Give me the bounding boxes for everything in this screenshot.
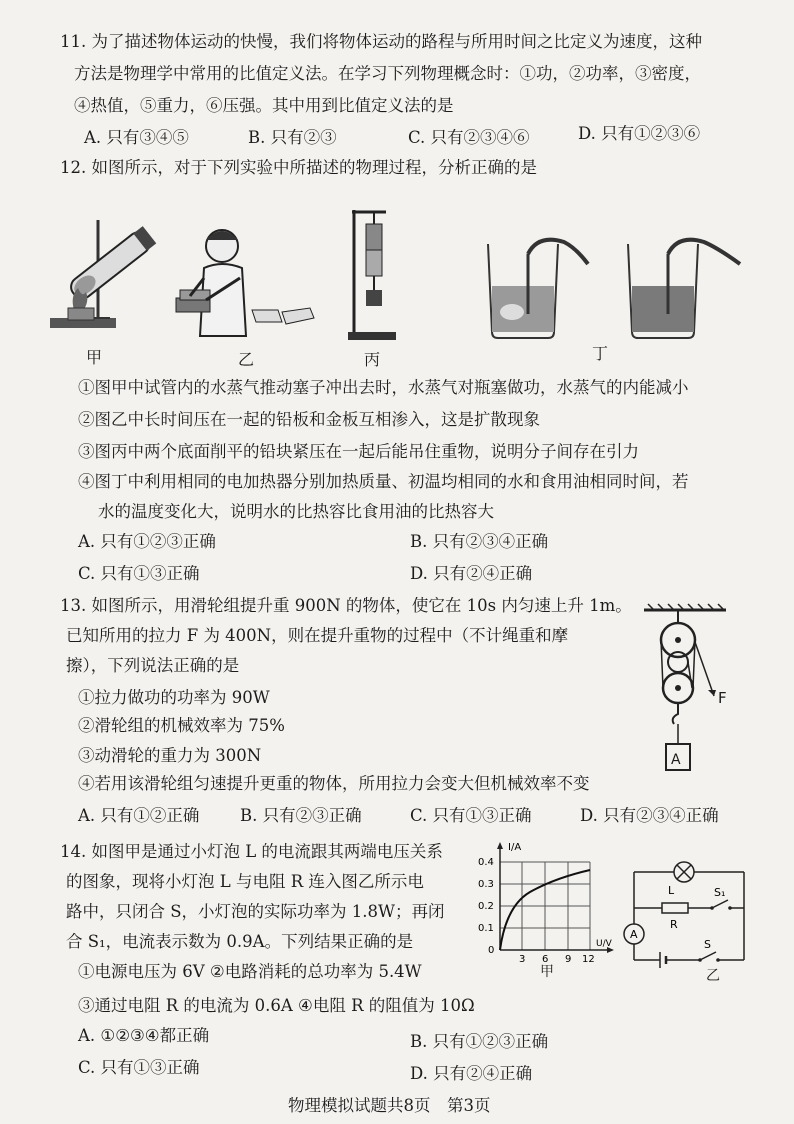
circuit-diagram	[618, 850, 758, 976]
iu-graph-xtick: 3	[519, 954, 526, 965]
circuit-ammeter-label: A	[630, 928, 638, 941]
iu-graph-caption: 甲	[540, 964, 554, 980]
q14-line-1: 14. 如图甲是通过小灯泡 L 的电流跟其两端电压关系	[60, 842, 443, 861]
q13-line-1: 13. 如图所示，用滑轮组提升重 900N 的物体，使它在 10s 内匀速上升 1m。	[60, 596, 632, 615]
q14-line-3: 路中，只闭合 S，小灯泡的实际功率为 1.8W；再闭	[66, 902, 445, 921]
q12-statement-3: ③图丙中两个底面削平的铅块紧压在一起后能吊住重物，说明分子间存在引力	[78, 442, 639, 461]
figure-ding-label: 丁	[592, 344, 609, 363]
q12-option-b[interactable]: B. 只有②③④正确	[410, 532, 549, 551]
circuit-caption: 乙	[706, 968, 720, 984]
q13-option-a[interactable]: A. 只有①②正确	[78, 806, 200, 825]
q12-stem: 12. 如图所示，对于下列实验中所描述的物理过程，分析正确的是	[60, 158, 537, 177]
iu-graph-xtick: 9	[565, 954, 572, 965]
q11-option-a[interactable]: A. 只有③④⑤	[84, 128, 189, 147]
iu-graph-xlabel: U/V	[596, 939, 612, 949]
q12-option-a[interactable]: A. 只有①②③正确	[78, 532, 216, 551]
figure-yi-label: 乙	[238, 350, 255, 369]
pulley-block-label: A	[671, 752, 681, 768]
q12-option-c[interactable]: C. 只有①③正确	[78, 564, 200, 583]
figure-jia-label: 甲	[86, 348, 103, 367]
iu-graph-ytick: 0.1	[478, 923, 494, 934]
q11-option-b[interactable]: B. 只有②③	[248, 128, 337, 147]
q14-option-c[interactable]: C. 只有①③正确	[78, 1058, 200, 1077]
iu-graph-ytick: 0	[488, 945, 495, 956]
q14-option-d[interactable]: D. 只有②④正确	[410, 1064, 533, 1083]
q13-statement-1: ①拉力做功的功率为 90W	[78, 688, 270, 707]
iu-graph-ytick: 0.2	[478, 901, 494, 912]
q14-line-4: 合 S₁，电流表示数为 0.9A。下列结果正确的是	[66, 932, 414, 951]
q12-statement-1: ①图甲中试管内的水蒸气推动塞子冲出去时，水蒸气对瓶塞做功，水蒸气的内能减小	[78, 378, 689, 397]
q13-option-d[interactable]: D. 只有②③④正确	[580, 806, 719, 825]
q13-statement-4: ④若用该滑轮组匀速提升更重的物体，所用拉力会变大但机械效率不变	[78, 774, 590, 793]
iu-graph-ytick: 0.4	[478, 857, 494, 868]
q14-line-2: 的图象，现将小灯泡 L 与电阻 R 连入图乙所示电	[66, 872, 424, 891]
figure-jia	[46, 200, 166, 340]
figure-yi	[170, 218, 320, 348]
page-footer: 物理模拟试题共8页 第3页	[288, 1096, 491, 1115]
q14-option-a[interactable]: A. ①②③④都正确	[78, 1026, 210, 1045]
q13-statement-2: ②滑轮组的机械效率为 75%	[78, 716, 285, 735]
q13-option-b[interactable]: B. 只有②③正确	[240, 806, 362, 825]
q11-option-d[interactable]: D. 只有①②③⑥	[578, 124, 701, 143]
circuit-switch1-label: S₁	[714, 886, 726, 899]
q14-option-b[interactable]: B. 只有①②③正确	[410, 1032, 549, 1051]
q11-option-c[interactable]: C. 只有②③④⑥	[408, 128, 530, 147]
q12-statement-4-cont: 水的温度变化大，说明水的比热容比食用油的比热容大	[98, 502, 494, 521]
q13-option-c[interactable]: C. 只有①③正确	[410, 806, 532, 825]
iu-graph	[470, 836, 620, 968]
iu-graph-ytick: 0.3	[478, 879, 494, 890]
circuit-lamp-label: L	[668, 884, 675, 897]
iu-graph-xtick: 6	[542, 954, 549, 965]
q14-statements-row-2: ③通过电阻 R 的电流为 0.6A ④电阻 R 的阻值为 10Ω	[78, 996, 475, 1015]
q12-option-d[interactable]: D. 只有②④正确	[410, 564, 533, 583]
q11-line-3: ④热值，⑤重力，⑥压强。其中用到比值定义法的是	[74, 96, 454, 115]
figure-bing-label: 丙	[364, 350, 381, 369]
iu-graph-ylabel: I/A	[508, 842, 522, 853]
circuit-resistor-label: R	[670, 918, 678, 931]
figure-ding	[478, 224, 748, 344]
circuit-switch-label: S	[704, 938, 711, 951]
q11-line-2: 方法是物理学中常用的比值定义法。在学习下列物理概念时：①功，②功率，③密度，	[74, 64, 701, 83]
q12-statement-4: ④图丁中利用相同的电加热器分别加热质量、初温均相同的水和食用油相同时间，若	[78, 472, 689, 491]
q13-line-3: 擦），下列说法正确的是	[66, 656, 240, 675]
q12-statement-2: ②图乙中长时间压在一起的铅板和金板互相渗入，这是扩散现象	[78, 410, 540, 429]
q14-statements-row-1: ①电源电压为 6V ②电路消耗的总功率为 5.4W	[78, 962, 422, 981]
q13-line-2: 已知所用的拉力 F 为 400N，则在提升重物的过程中（不计绳重和摩	[66, 626, 569, 645]
pulley-force-label: F	[718, 689, 727, 707]
pulley-figure	[640, 600, 730, 780]
q11-line-1: 11. 为了描述物体运动的快慢，我们将物体运动的路程与所用时间之比定义为速度，这种	[60, 32, 702, 51]
q13-statement-3: ③动滑轮的重力为 300N	[78, 746, 262, 765]
figure-bing	[342, 204, 402, 344]
iu-graph-xtick: 12	[582, 954, 595, 965]
